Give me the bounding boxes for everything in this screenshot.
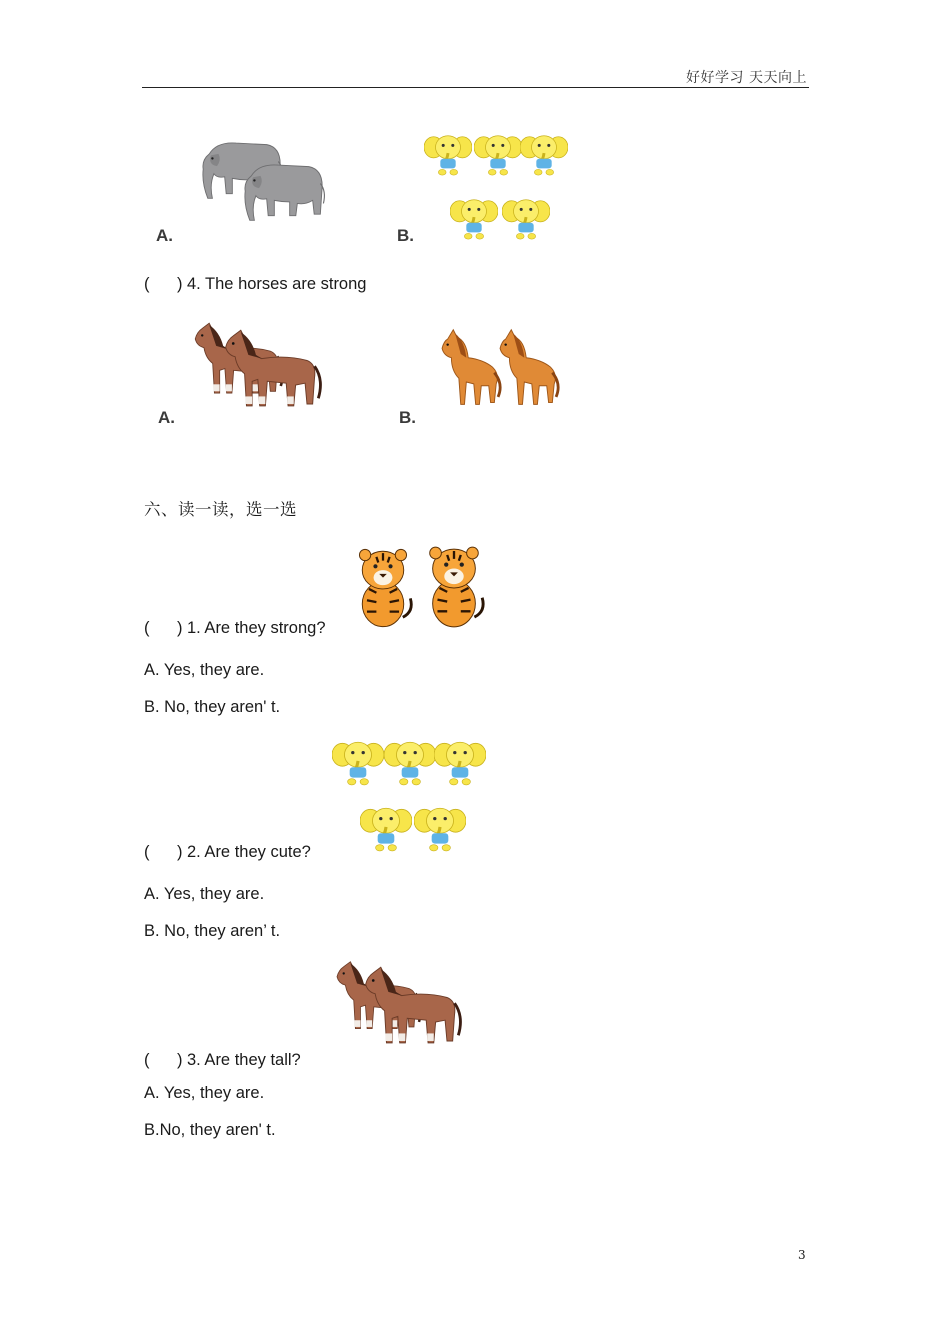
answer-blank-q4[interactable]: ( ) xyxy=(144,275,183,293)
picture-grey-elephants xyxy=(194,138,334,230)
answer-blank-s6-q3[interactable]: ( ) xyxy=(144,1051,183,1069)
s6-q2-option-b: B. No, they aren’ t. xyxy=(144,922,281,940)
picture-cute-elephants-2 xyxy=(330,734,490,858)
picture-brown-horses xyxy=(190,318,330,416)
answer-blank-s6-q1[interactable]: ( ) xyxy=(144,619,183,637)
picture-orange-horses xyxy=(438,326,568,412)
page-number: 3 xyxy=(798,1248,806,1262)
q4-option-b-label: B. xyxy=(399,408,416,427)
picture-cute-elephants xyxy=(420,128,572,248)
s6-question-2-text: 2. Are they cute? xyxy=(187,843,311,861)
header-motto: 好好学习 天天向上 xyxy=(686,70,807,86)
s6-question-3-text: 3. Are they tall? xyxy=(187,1051,301,1069)
s6-q2-option-a: A. Yes, they are. xyxy=(144,885,265,903)
question-4-text: 4. The horses are strong xyxy=(187,275,367,293)
s6-q1-option-a: A. Yes, they are. xyxy=(144,661,265,679)
s6-q1-option-b: B. No, they aren' t. xyxy=(144,698,281,716)
header-divider xyxy=(142,87,809,88)
picture-brown-horses-2 xyxy=(332,956,466,1052)
option-a-label: A. xyxy=(156,226,173,245)
q4-option-a-label: A. xyxy=(158,408,175,427)
s6-q3-option-b: B.No, they aren' t. xyxy=(144,1121,276,1139)
section-6-title: 六、读一读，选一选 xyxy=(144,500,297,519)
answer-blank-s6-q2[interactable]: ( ) xyxy=(144,843,183,861)
picture-tigers xyxy=(350,542,490,634)
s6-q3-option-a: A. Yes, they are. xyxy=(144,1084,265,1102)
option-b-label: B. xyxy=(397,226,414,245)
s6-question-1-text: 1. Are they strong? xyxy=(187,619,326,637)
